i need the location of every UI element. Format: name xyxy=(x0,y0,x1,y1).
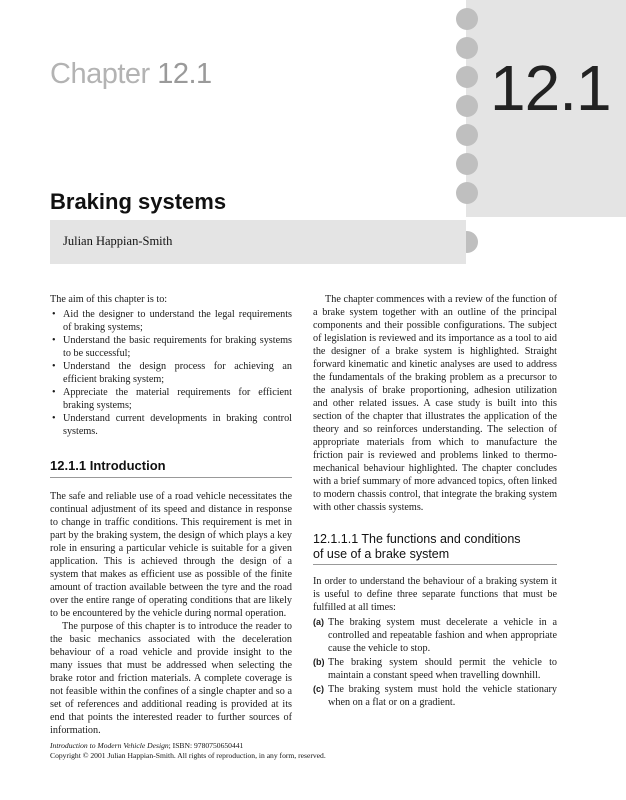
condition-text: The braking system must hold the vehicle stationary when on a flat or on a gradient. xyxy=(328,684,557,708)
decor-dot xyxy=(456,37,478,59)
aims-item xyxy=(50,412,292,438)
decor-dot xyxy=(456,95,478,117)
author-band xyxy=(50,220,466,264)
aims-item-text: Understand the basic requirements for braking systems to be successful; xyxy=(63,335,292,359)
condition-item xyxy=(313,616,557,655)
overview-paragraph: The chapter commences with a review of the function of a brake system together with an outline of the principal components and their possible configurations. The subject of legislation is reviewed and its importance as a tool to aid the designer of a brake system is highlighted. Straight forward kinematic and kinetic analyses are used to address the fundamentals of the braking problem as a precursor to the analysis of brake proportioning, adhesion utilization and other related issues. A case study is built into this section of the chapter that illustrates the application of the theory and so reinforces understanding. The selection of appropriate materials from which to manufacture the friction pair is reviewed and problems linked to thermo-mechanical behaviour highlighted. The chapter concludes with a brief summary of more advanced topics, often linked to modern chassis control, that integrate the braking system with other chassis systems. xyxy=(313,294,557,513)
aims-item-text: Understand current developments in braking control systems. xyxy=(63,413,292,437)
chapter-title: Braking systems xyxy=(50,189,227,214)
aims-item xyxy=(50,360,292,386)
aims-item-text: Appreciate the material requirements for efficient braking systems; xyxy=(63,387,292,411)
condition-text: The braking system must decelerate a vehicle in a controlled and repeatable fashion and when appropriate cause the vehicle to stop. xyxy=(328,617,557,654)
copyright-line: Copyright © 2001 Julian Happian-Smith. All rights of reproduction, in any form, reserved. xyxy=(50,751,326,760)
condition-text: The braking system should permit the vehicle to maintain a constant speed when travelling downhill. xyxy=(328,657,557,681)
left-column xyxy=(50,293,292,737)
condition-marker: (a) xyxy=(313,617,324,627)
subsection-heading-line-2: of use of a brake system xyxy=(313,547,450,561)
aims-item xyxy=(50,386,292,412)
aims-item xyxy=(50,308,292,334)
aims-item-text: Aid the designer to understand the legal requirements of braking systems; xyxy=(63,309,292,333)
condition-marker: (b) xyxy=(313,657,325,667)
book-title: Introduction to Modern Vehicle Design xyxy=(50,741,169,750)
chapter-label-number: 12.1 xyxy=(157,58,212,90)
chapter-label xyxy=(50,58,212,91)
condition-item xyxy=(313,683,557,709)
bullet: • xyxy=(52,309,56,320)
right-column xyxy=(313,293,557,710)
aims-item xyxy=(50,334,292,360)
page-footer xyxy=(50,741,570,761)
decor-dot xyxy=(456,66,478,88)
bullet: • xyxy=(52,361,56,372)
bullet: • xyxy=(52,387,56,398)
decor-dot xyxy=(456,182,478,204)
bullet: • xyxy=(52,413,56,424)
book-citation xyxy=(50,741,570,751)
aims-intro: The aim of this chapter is to: xyxy=(50,294,168,305)
chapter-big-number: 12.1 xyxy=(490,52,611,124)
decor-dot xyxy=(456,153,478,175)
conditions-list xyxy=(313,616,557,709)
intro-paragraph-2: The purpose of this chapter is to introduce the reader to the basic mechanics associated with the deceleration behaviour of a road vehicle and provide insight to the many issues that must be addressed when selecting the brake rotor and friction materials. A complete coverage is not feasible within the confines of a single chapter and so a set of references and additional reading is provided at its end that points the interested reader to further sources of information. xyxy=(50,621,292,736)
section-heading-introduction: 12.1.1 Introduction xyxy=(50,458,292,478)
functions-intro: In order to understand the behaviour of a braking system it is useful to define three separate functions that must be fulfilled at all times: xyxy=(313,576,557,613)
condition-marker: (c) xyxy=(313,684,324,694)
aims-list xyxy=(50,308,292,438)
subsection-heading-functions xyxy=(313,532,557,565)
chapter-label-word: Chapter xyxy=(50,58,150,90)
condition-item xyxy=(313,656,557,682)
bullet: • xyxy=(52,335,56,346)
subsection-heading-line-1: 12.1.1.1 The functions and conditions xyxy=(313,532,521,546)
decor-dot xyxy=(456,124,478,146)
aims-item-text: Understand the design process for achieving an efficient braking system; xyxy=(63,361,292,385)
intro-paragraph-1: The safe and reliable use of a road vehicle necessitates the continual adjustment of its speed and distance in response to change in traffic conditions. This requirement is met in part by the braking system, the design of which plays a key role in ensuring a particular vehicle is suitable for a given application. This is achieved through the design of a system that makes as efficient use as possible of the finite amount of traction available between the tyre and the road over the entire range of operating conditions that are likely to be encountered by the vehicle during normal operation. xyxy=(50,491,292,619)
decor-dot xyxy=(456,8,478,30)
book-isbn: ; ISBN: 9780750650441 xyxy=(168,741,244,750)
author-name: Julian Happian-Smith xyxy=(63,234,173,248)
